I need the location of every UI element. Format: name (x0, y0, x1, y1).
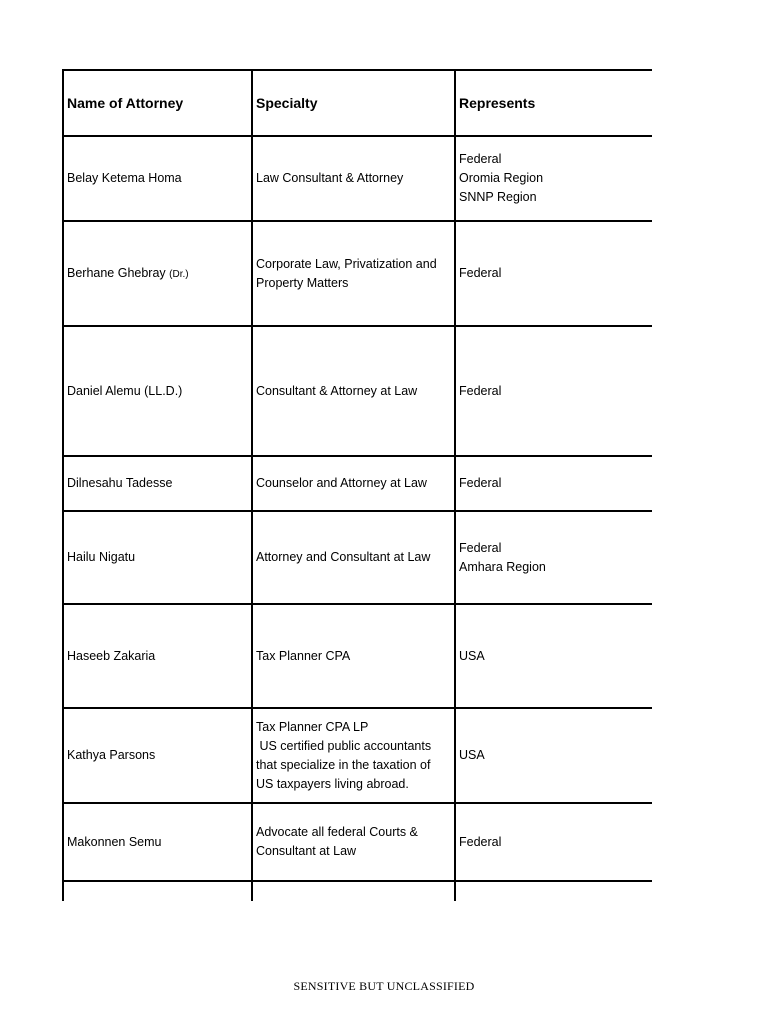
attorney-name-cell (63, 803, 252, 881)
represents-text: USA (459, 648, 485, 663)
attorney-name-cell (63, 136, 252, 221)
represents-text: Amhara Region (459, 559, 546, 574)
header-specialty: Specialty (252, 70, 455, 136)
attorney-name: Haseeb Zakaria (67, 648, 156, 663)
represents-cell (455, 881, 652, 901)
table-row (63, 708, 652, 803)
specialty-text: Consultant at Law (256, 844, 357, 858)
table-row (63, 221, 652, 326)
specialty-text: Law Consultant & Attorney (256, 171, 404, 185)
specialty-text: Consultant & Attorney at Law (256, 383, 418, 398)
attorney-title-note: (Dr.) (169, 268, 189, 280)
table-header-row (63, 70, 652, 136)
specialty-cell (252, 456, 455, 511)
attorney-table (62, 69, 652, 901)
represents-cell (455, 803, 652, 881)
specialty-text: Tax Planner CPA LP (256, 719, 369, 734)
table-row (63, 881, 652, 901)
represents-text: Federal (459, 540, 502, 555)
classification-footer: SENSITIVE BUT UNCLASSIFIED (293, 979, 475, 993)
represents-cell (455, 221, 652, 326)
specialty-text: Counselor and Attorney at Law (256, 476, 427, 490)
specialty-text: that specialize in the taxation of (256, 757, 431, 772)
attorney-name: Makonnen Semu (67, 834, 162, 849)
attorney-name-cell (63, 511, 252, 604)
specialty-cell (252, 511, 455, 604)
table-row (63, 511, 652, 604)
specialty-text: Attorney and Consultant at Law (256, 550, 431, 564)
specialty-text: US taxpayers living abroad. (256, 776, 409, 791)
represents-text: Oromia Region (459, 171, 544, 185)
attorney-table-container (62, 69, 652, 901)
attorney-name-cell (63, 881, 252, 901)
table-row (63, 326, 652, 456)
attorney-name: Belay Ketema Homa (67, 171, 182, 185)
specialty-cell (252, 136, 455, 221)
represents-text: USA (459, 748, 485, 762)
represents-cell (455, 511, 652, 604)
table-row (63, 803, 652, 881)
attorney-name: Hailu Nigatu (67, 550, 136, 564)
attorney-name-cell (63, 708, 252, 803)
table-row (63, 456, 652, 511)
attorney-name-cell (63, 456, 252, 511)
specialty-cell (252, 881, 455, 901)
represents-text: Federal (459, 152, 502, 166)
represents-cell (455, 136, 652, 221)
represents-text: Federal (459, 834, 502, 849)
represents-text: Federal (459, 266, 502, 280)
specialty-text: Tax Planner CPA (256, 648, 351, 663)
attorney-name: Berhane Ghebray (67, 265, 170, 280)
attorney-name: Dilnesahu Tadesse (67, 476, 173, 490)
attorney-name: Kathya Parsons (67, 748, 156, 762)
represents-text: Federal (459, 383, 502, 398)
represents-cell (455, 326, 652, 456)
specialty-cell (252, 708, 455, 803)
attorney-name: Daniel Alemu (LL.D.) (67, 383, 183, 398)
header-name-of-attorney: Name of Attorney (63, 70, 252, 136)
attorney-name-cell (63, 221, 252, 326)
represents-cell (455, 456, 652, 511)
attorney-name-cell (63, 326, 252, 456)
specialty-text: Property Matters (256, 275, 349, 290)
specialty-text: US certified public accountants (256, 738, 432, 753)
specialty-text: Corporate Law, Privatization and (256, 256, 437, 271)
represents-text: Federal (459, 476, 502, 490)
specialty-text: Advocate all federal Courts & (256, 825, 418, 839)
specialty-cell (252, 604, 455, 708)
attorney-name-cell (63, 604, 252, 708)
table-row (63, 604, 652, 708)
table-row (63, 136, 652, 221)
header-represents: Represents (455, 70, 652, 136)
represents-cell (455, 604, 652, 708)
specialty-cell (252, 803, 455, 881)
represents-text: SNNP Region (459, 190, 537, 204)
specialty-cell (252, 326, 455, 456)
represents-cell (455, 708, 652, 803)
specialty-cell (252, 221, 455, 326)
